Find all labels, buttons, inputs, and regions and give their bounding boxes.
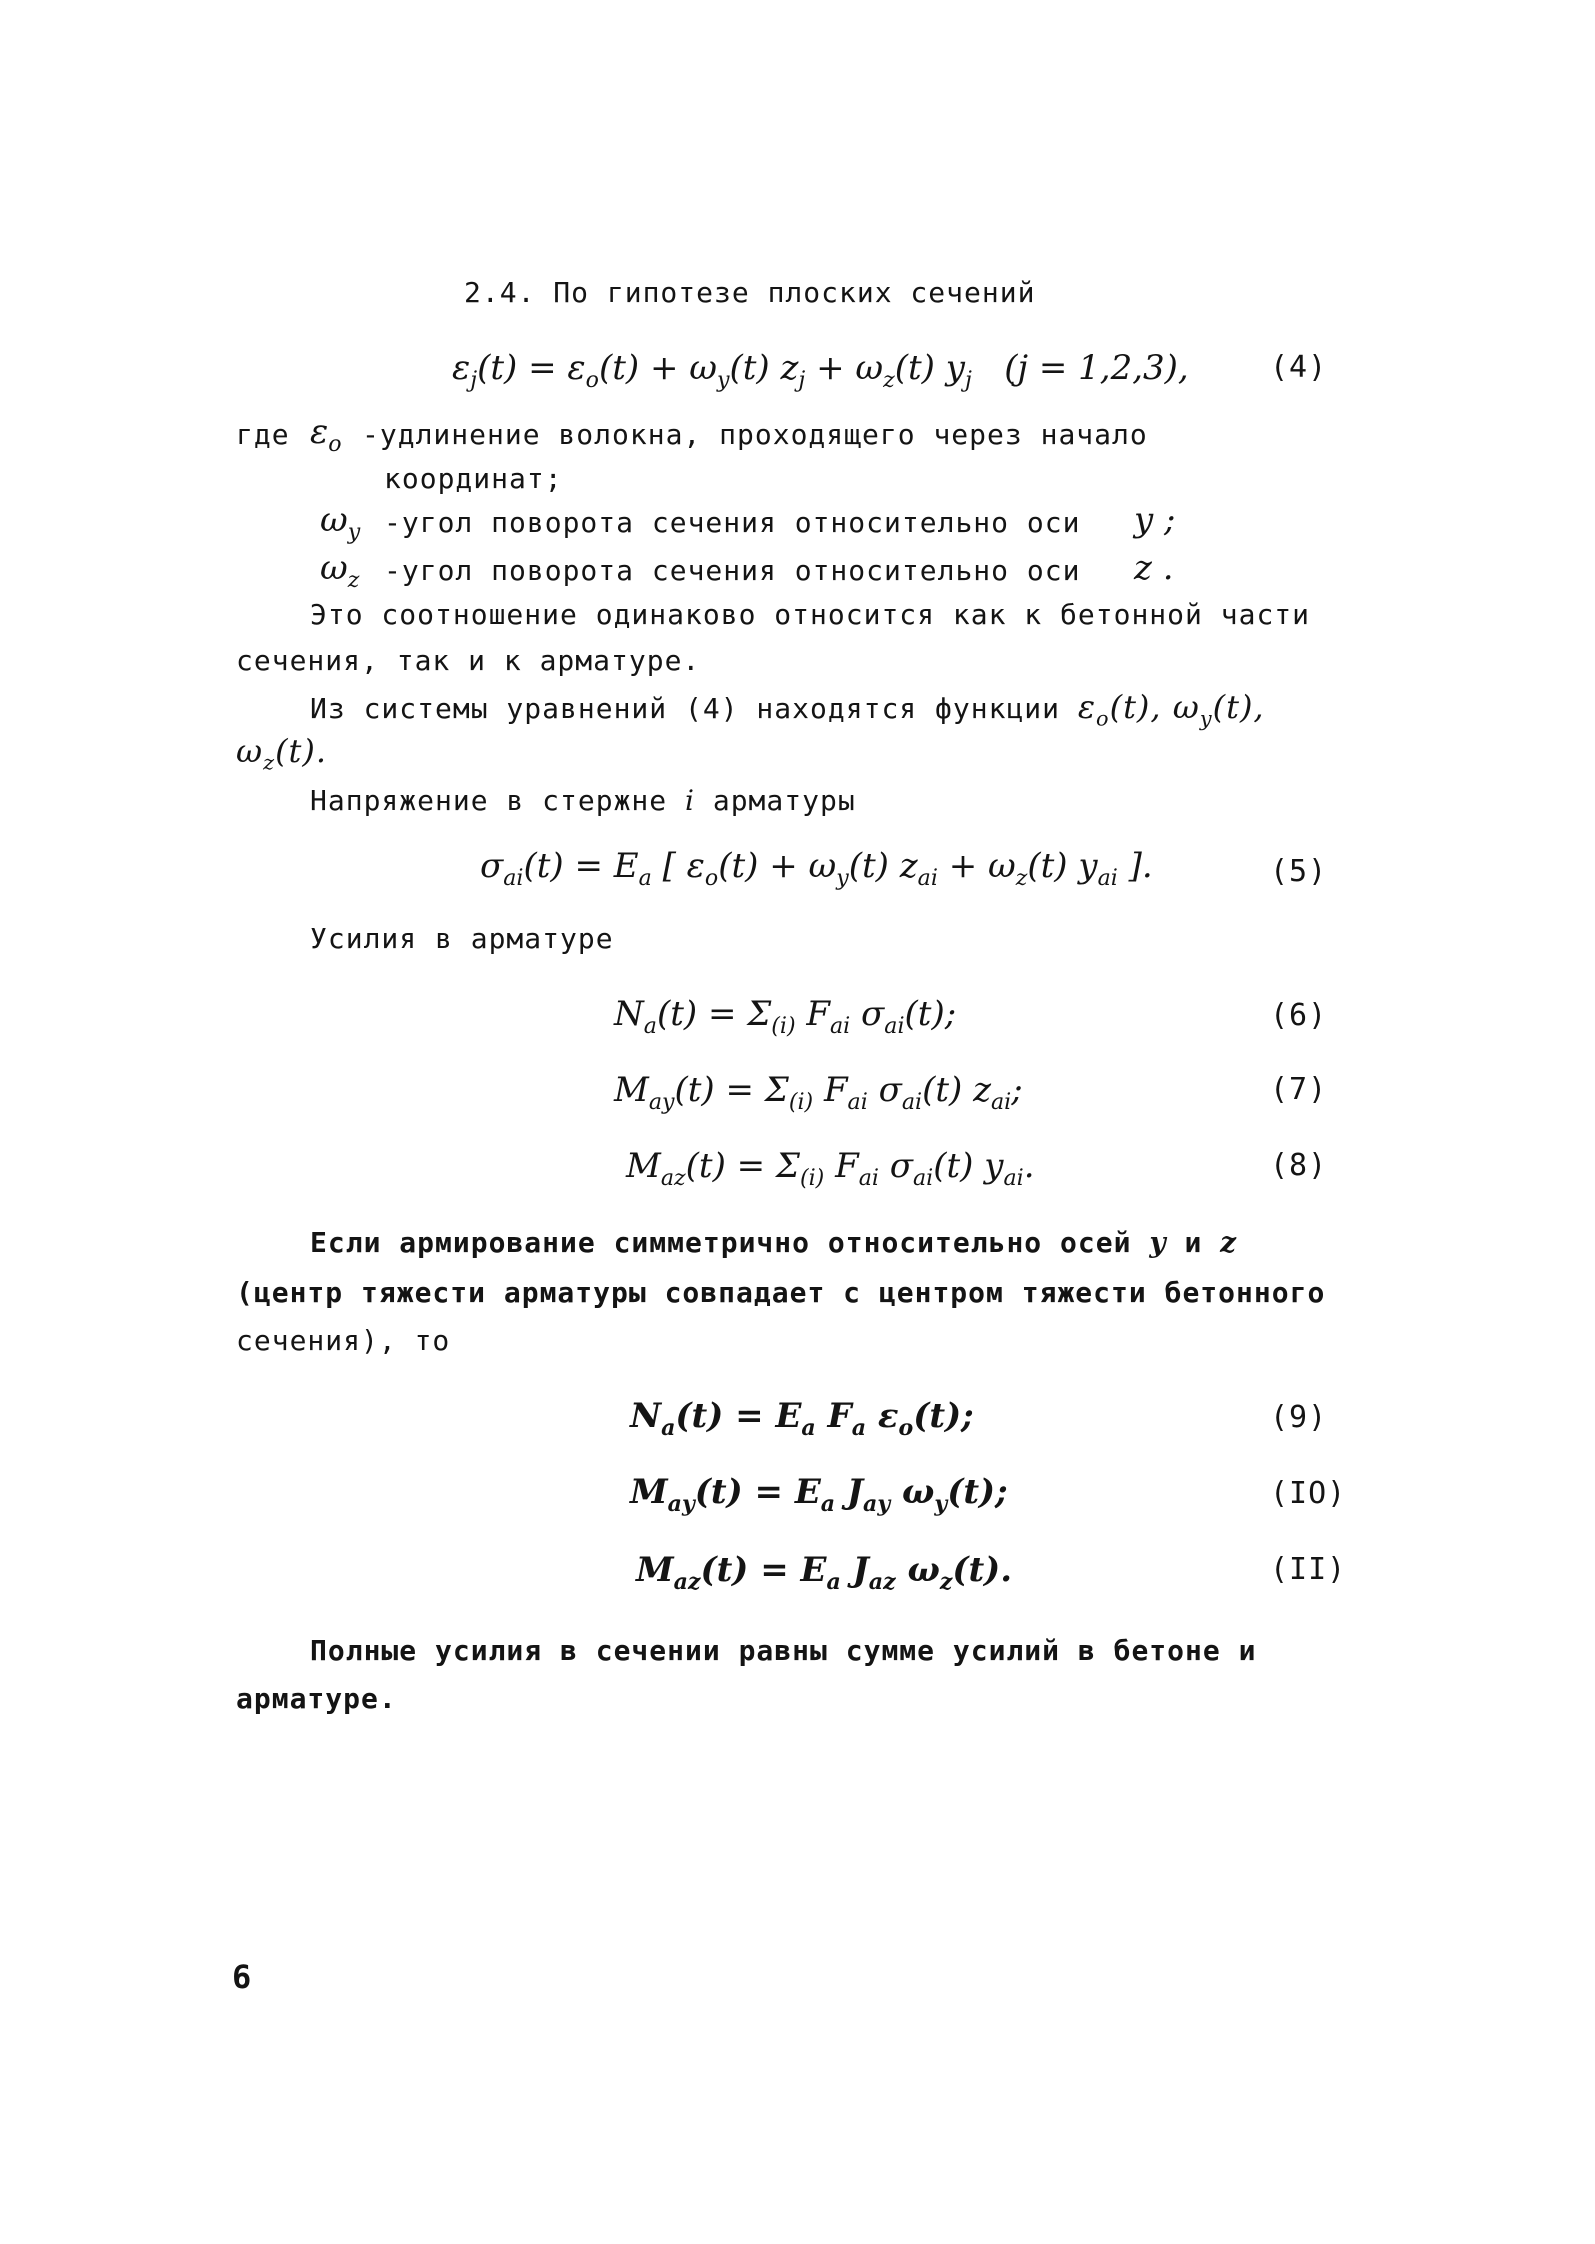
omega-y-definition: -угол поворота сечения относительно оси — [384, 506, 1081, 539]
page-number: 6 — [232, 1958, 253, 1996]
equation-number-5: (5) — [1270, 854, 1328, 889]
epsilon-symbol — [310, 412, 342, 464]
equation-11: $M_{az}(t) = E_a$ $J_{az}$ $\omega_z(t)$. — [636, 1550, 1013, 1595]
paragraph-5-line-3: сечения), то — [236, 1324, 451, 1357]
omega-y-sub: y — [347, 518, 361, 545]
equation-4: $\varepsilon_j(t) = \varepsilon_o(t) + \omega_y(t) z_j + \omega_z(t)$ $y_j$ (j = 1,2,3), — [452, 348, 1189, 393]
epsilon-sub: o — [328, 430, 342, 457]
equation-number-4: (4) — [1270, 350, 1328, 385]
equation-number-6: (6) — [1270, 998, 1328, 1033]
omega-z-symbol — [320, 548, 359, 600]
paragraph-1-line-2: сечения, так и к арматуре. — [236, 644, 701, 677]
where-label: где — [236, 418, 290, 451]
equation-8: $M_{az}(t) = \Sigma_{(i)}$ $F_{ai}$ $\sigma_{ai}(t)$ $y_{ai}$. — [626, 1146, 1035, 1191]
equation-10: $M_{ay}(t) = E_a$ $J_{ay}$ $\omega_y(t)$; — [630, 1472, 1008, 1517]
equation-number-10: (IO) — [1270, 1476, 1347, 1511]
paragraph-2-line-2: $\omega_z(t)$. — [236, 732, 328, 775]
omega-y-axis: y ; — [1134, 500, 1176, 540]
paragraph-1-line-1: Это соотношение одинаково относится как к бетонной части — [310, 598, 1311, 631]
section-heading: 2.4. По гипотезе плоских сечений — [464, 276, 1036, 309]
paragraph-4: Усилия в арматуре — [310, 922, 614, 955]
equation-number-9: (9) — [1270, 1400, 1328, 1435]
paragraph-5-line-2: (центр тяжести арматуры совпадает с центром тяжести бетонного — [236, 1276, 1326, 1309]
omega-z-sym-text: ω — [320, 548, 348, 588]
equation-7: $M_{ay}(t) = \Sigma_{(i)}$ $F_{ai}$ $\sigma_{ai}(t)$ $z_{ai}$; — [614, 1070, 1023, 1115]
omega-y-sym-text: ω — [320, 500, 348, 540]
epsilon-definition: -удлинение волокна, проходящего через начало — [362, 418, 1148, 451]
paragraph-3: Напряжение в стержне i арматуры — [310, 784, 856, 817]
paragraph-6-line-2: арматуре. — [236, 1682, 397, 1715]
omega-z-definition: -угол поворота сечения относительно оси — [384, 554, 1081, 587]
equation-5: $\sigma_{ai}(t) = E_a$ [ $\varepsilon_o(t) + \omega_y(t) z_{ai} + \omega_z(t)$ $y_{ai}$ ]. — [480, 846, 1153, 891]
epsilon-definition-cont: координат; — [384, 462, 563, 495]
equation-number-7: (7) — [1270, 1072, 1328, 1107]
equation-9: $N_a(t) = E_a$ $F_a$ $\varepsilon_o(t)$; — [630, 1396, 974, 1441]
paragraph-5-line-1: Если армирование симметрично относительно осей y и z — [310, 1226, 1238, 1259]
paragraph-6-line-1: Полные усилия в сечении равны сумме усилий в бетоне и — [310, 1634, 1257, 1667]
omega-y-symbol — [320, 500, 360, 552]
omega-z-axis: z . — [1134, 548, 1174, 588]
paragraph-2-line-1: Из системы уравнений (4) находятся функции $\varepsilon_o(t)$, $\omega_y(t)$, — [310, 688, 1265, 731]
epsilon-sym-text: ε — [310, 412, 329, 452]
equation-6: $N_a(t) = \Sigma_{(i)}$ $F_{ai}$ $\sigma_{ai}(t)$; — [614, 994, 957, 1039]
omega-z-sub: z — [347, 566, 360, 593]
equation-number-8: (8) — [1270, 1148, 1328, 1183]
equation-number-11: (II) — [1270, 1552, 1347, 1587]
